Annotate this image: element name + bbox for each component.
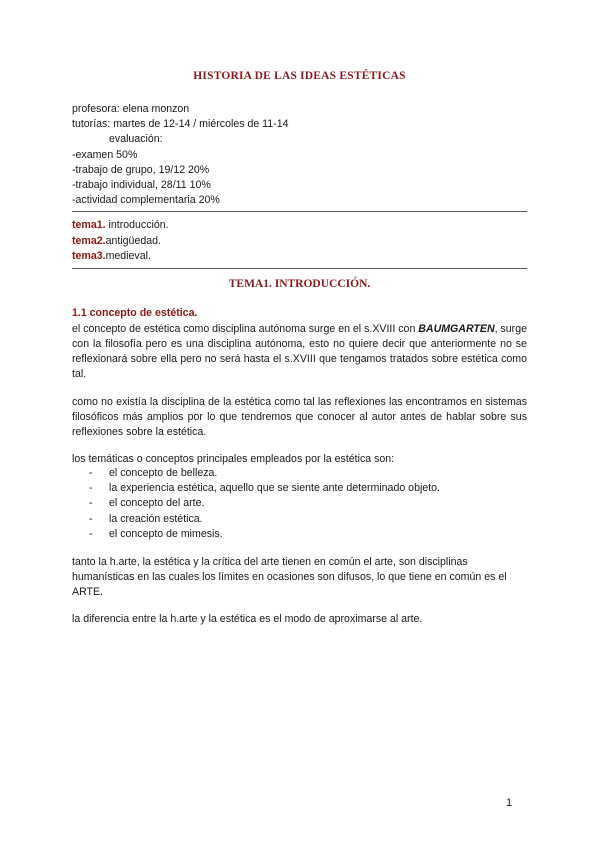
paragraph-2: como no existía la disciplina de la estética como tal las reflexiones las encontramos en sistemas filosóficos más amplios por lo que tendremos que conocer al autor antes de hablar sobre sus reflexiones sobre la estética. <box>72 396 527 438</box>
course-info <box>72 102 289 208</box>
list-item: - el concepto de mimesis. <box>89 527 223 540</box>
tema-item <box>72 218 169 234</box>
profesora-line: profesora: elena monzon <box>72 103 190 115</box>
list-item: - la experiencia estética, aquello que se siente ante determinado objeto. <box>89 482 440 495</box>
tema-item <box>72 234 169 250</box>
paragraph-1 <box>72 322 527 382</box>
trabajo-grupo-line: -trabajo de grupo, 19/12 20% <box>72 163 210 176</box>
temas-list <box>72 218 169 265</box>
divider-bottom <box>72 268 527 269</box>
concept-list <box>72 466 440 542</box>
actividad-line: -actividad complementaria 20% <box>72 194 220 207</box>
paragraph-5: la diferencia entre la h.arte y la estética es el modo de aproximarse al arte. <box>72 613 423 625</box>
list-item: - el concepto del arte. <box>89 497 205 510</box>
p1-baumgarten: BAUMGARTEN <box>418 323 495 335</box>
section-title: TEMA1. INTRODUCCIÓN. <box>228 278 371 290</box>
p1-after: , surge con la filosofía pero es una disciplina autónoma, esto no quiere decir que anteriormente no se reflexionará sobre ella pero no será hasta el s.XVIII que tengamos tratados sobre estética como tal. <box>72 323 527 380</box>
paragraph-4: tanto la h.arte, la estética y la crítica del arte tienen en común el arte, son disciplinas humanísticas en las cuales los límites en ocasiones son difusos, lo que tiene en común es el ARTE. <box>72 556 507 598</box>
page-number: 1 <box>506 797 513 809</box>
trabajo-individual-line: -trabajo individual, 28/11 10% <box>72 179 211 192</box>
subsection-title: 1.1 concepto de estética. <box>72 307 198 319</box>
tutorias-line: tutorías: martes de 12-14 / miércoles de 11-14 <box>72 118 289 131</box>
tema-text: medieval. <box>105 250 151 262</box>
tema-text: antigüedad. <box>105 234 161 247</box>
tema-item <box>72 249 169 265</box>
paragraph-3: los temáticas o conceptos principales empleados por la estética son: <box>72 453 395 465</box>
document-title: HISTORIA DE LAS IDEAS ESTÉTICAS <box>193 70 406 82</box>
p1-before: el concepto de estética como disciplina autónoma surge en el s.XVIII con <box>72 323 419 335</box>
list-item: - el concepto de belleza. <box>89 467 218 479</box>
list-item: - la creación estética. <box>89 512 203 525</box>
tema-text: introducción. <box>105 219 169 231</box>
divider-top <box>72 211 527 212</box>
evaluacion-line: evaluación: <box>109 133 163 146</box>
tema-label: tema1. <box>72 219 106 231</box>
tema-label: tema2. <box>72 234 106 247</box>
tema-label: tema3. <box>72 250 106 262</box>
examen-line: -examen 50% <box>72 148 138 161</box>
